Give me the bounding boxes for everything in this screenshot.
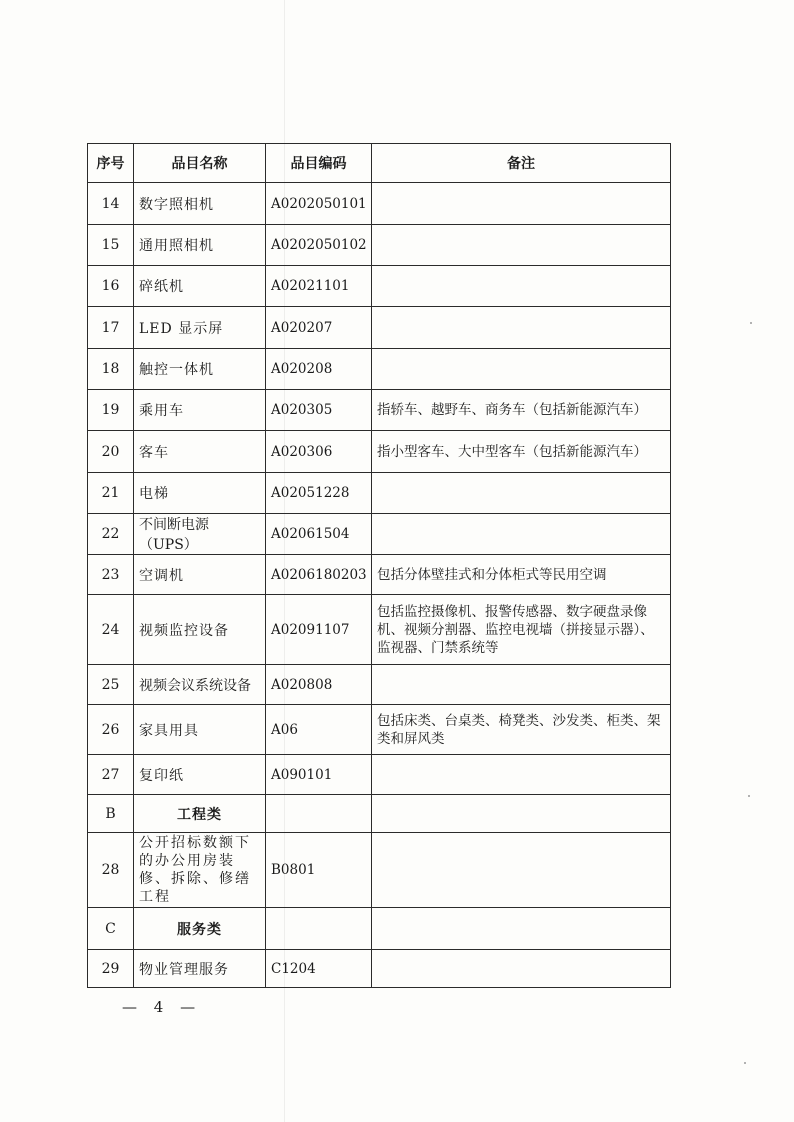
row-item-name: 家具用具 <box>134 705 266 755</box>
table-row <box>88 183 671 225</box>
row-item-code: A02021101 <box>266 266 372 307</box>
row-item-code: A090101 <box>266 755 372 795</box>
header-remarks: 备注 <box>372 144 671 183</box>
row-item-name: 公开招标数额下的办公用房装修、拆除、修缮工程 <box>134 833 266 908</box>
row-item-name: 视频会议系统设备 <box>134 665 266 705</box>
row-remarks <box>372 183 671 225</box>
row-remarks <box>372 266 671 307</box>
row-remarks <box>372 307 671 349</box>
row-item-code: A02051228 <box>266 473 372 514</box>
table-row <box>88 307 671 349</box>
table-row <box>88 950 671 988</box>
row-item-code: A0202050102 <box>266 225 372 266</box>
row-item-name: 物业管理服务 <box>134 950 266 988</box>
table-row <box>88 431 671 473</box>
category-letter: B <box>88 795 134 833</box>
table-row <box>88 595 671 665</box>
row-no: 15 <box>88 225 134 266</box>
row-no: 17 <box>88 307 134 349</box>
row-no: 23 <box>88 555 134 595</box>
row-remarks: 包括床类、台桌类、椅凳类、沙发类、柜类、架类和屏风类 <box>372 705 671 755</box>
row-item-name: 触控一体机 <box>134 349 266 390</box>
procurement-catalog-table <box>87 143 671 988</box>
row-item-name: 复印纸 <box>134 755 266 795</box>
row-item-name: 通用照相机 <box>134 225 266 266</box>
table-row <box>88 555 671 595</box>
row-remarks: 指轿车、越野车、商务车（包括新能源汽车） <box>372 390 671 431</box>
header-no: 序号 <box>88 144 134 183</box>
table-header-row <box>88 144 671 183</box>
row-no: 24 <box>88 595 134 665</box>
row-item-name: 客车 <box>134 431 266 473</box>
row-item-code: B0801 <box>266 833 372 908</box>
row-item-code: A06 <box>266 705 372 755</box>
row-remarks: 包括监控摄像机、报警传感器、数字硬盘录像机、视频分割器、监控电视墙（拼接显示器）、监视器、门禁系统等 <box>372 595 671 665</box>
table-row <box>88 266 671 307</box>
row-no: 19 <box>88 390 134 431</box>
row-no: 21 <box>88 473 134 514</box>
table-row <box>88 833 671 908</box>
scan-speck <box>744 1062 746 1064</box>
row-remarks <box>372 514 671 555</box>
table-row <box>88 473 671 514</box>
table-row <box>88 390 671 431</box>
row-no: 16 <box>88 266 134 307</box>
table-row <box>88 349 671 390</box>
row-no: 28 <box>88 833 134 908</box>
row-item-name: 空调机 <box>134 555 266 595</box>
table-row <box>88 705 671 755</box>
row-item-code: A020305 <box>266 390 372 431</box>
row-remarks: 包括分体壁挂式和分体柜式等民用空调 <box>372 555 671 595</box>
row-remarks <box>372 473 671 514</box>
row-no: 26 <box>88 705 134 755</box>
table-row <box>88 755 671 795</box>
row-no: 22 <box>88 514 134 555</box>
row-no: 14 <box>88 183 134 225</box>
row-item-code: A020207 <box>266 307 372 349</box>
row-item-code: A02091107 <box>266 595 372 665</box>
row-item-name: 数字照相机 <box>134 183 266 225</box>
row-item-name: 不间断电源（UPS） <box>134 514 266 555</box>
page-number: — 4 — <box>122 998 202 1016</box>
row-remarks <box>372 349 671 390</box>
category-title: 服务类 <box>134 908 266 950</box>
category-row-b <box>88 795 671 833</box>
row-item-code: A020208 <box>266 349 372 390</box>
row-item-code: C1204 <box>266 950 372 988</box>
row-item-code: A0206180203 <box>266 555 372 595</box>
category-row-c <box>88 908 671 950</box>
row-no: 20 <box>88 431 134 473</box>
table-row <box>88 665 671 705</box>
empty-cell <box>372 795 671 833</box>
header-item-name: 品目名称 <box>134 144 266 183</box>
table-row <box>88 225 671 266</box>
empty-cell <box>266 795 372 833</box>
row-remarks: 指小型客车、大中型客车（包括新能源汽车） <box>372 431 671 473</box>
row-remarks <box>372 225 671 266</box>
row-no: 25 <box>88 665 134 705</box>
row-no: 18 <box>88 349 134 390</box>
empty-cell <box>266 908 372 950</box>
row-remarks <box>372 755 671 795</box>
row-remarks <box>372 833 671 908</box>
scan-speck <box>750 322 752 324</box>
row-item-code: A0202050101 <box>266 183 372 225</box>
row-item-name: 碎纸机 <box>134 266 266 307</box>
scan-speck <box>748 795 750 797</box>
row-item-name: 电梯 <box>134 473 266 514</box>
empty-cell <box>372 908 671 950</box>
category-letter: C <box>88 908 134 950</box>
row-item-name: 视频监控设备 <box>134 595 266 665</box>
row-item-name: 乘用车 <box>134 390 266 431</box>
row-no: 29 <box>88 950 134 988</box>
row-item-code: A02061504 <box>266 514 372 555</box>
row-remarks <box>372 950 671 988</box>
row-item-code: A020306 <box>266 431 372 473</box>
row-item-code: A020808 <box>266 665 372 705</box>
category-title: 工程类 <box>134 795 266 833</box>
row-no: 27 <box>88 755 134 795</box>
header-item-code: 品目编码 <box>266 144 372 183</box>
row-remarks <box>372 665 671 705</box>
table-row <box>88 514 671 555</box>
row-item-name: LED 显示屏 <box>134 307 266 349</box>
